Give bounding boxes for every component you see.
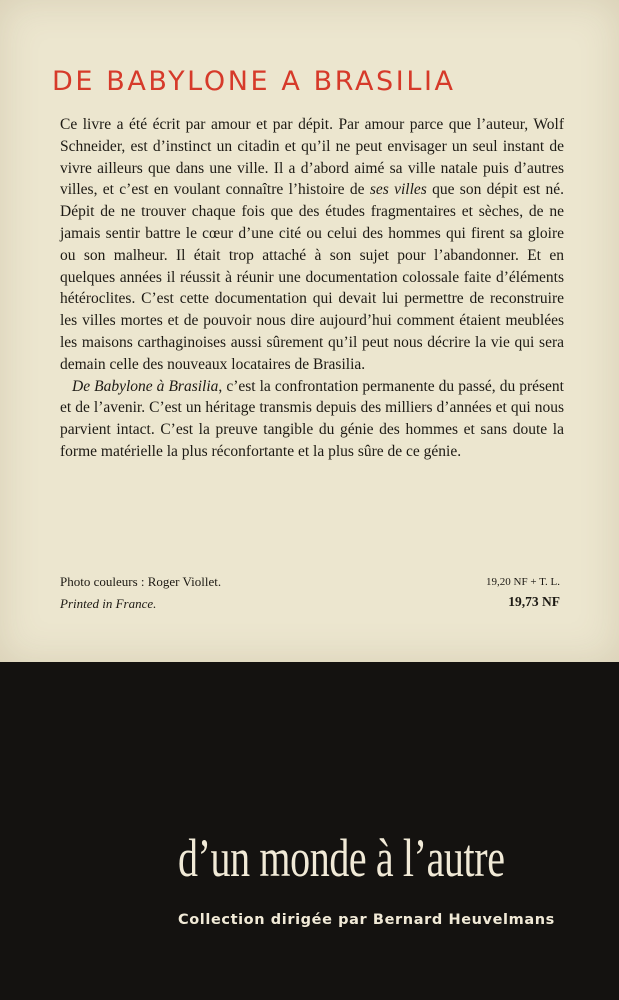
- price-total: 19,73 NF: [508, 594, 560, 609]
- blurb-paragraph-2: De Babylone à Brasilia, c’est la confrontation permanente du passé, du présent et de l’avenir. C’est un héritage transmis depuis des milliers d’années et qui nous parvient intact. C’est la preuve tangible du génie des hommes et sans doute la forme matérielle la plus réconfortante et la plus sûre de ce génie.: [60, 377, 564, 460]
- blurb-paragraph-1: Ce livre a été écrit par amour et par dépit. Par amour parce que l’auteur, Wolf Schneider, est d’instinct un citadin et qu’il ne peut envisager un seul instant de vivre ailleurs que dans une ville. Il a d’abord aimé sa ville natale puis d’autres villes, et c’est en voulant connaître l’histoire de ses villes que son dépit est né. Dépit de ne trouver chaque fois que des études fragmentaires et sèches, de ne jamais sentir battre le cœur d’une cité ou celui des hommes qui firent sa gloire ou son malheur. Il était trop attaché à son sujet pour l’abandonner. Et en quelques années il réussit à réunir une documentation colossale faite d’éléments hétéroclites. C’est cette documentation qui devait lui permettre de reconstruire les villes mortes et de pouvoir nous dire aujourd’hui comment étaient meublées les maisons carthaginoises aussi sûrement qu’il peut nous décrire la vie qui sera demain celle des nouveaux locataires de Brasilia.: [60, 116, 565, 373]
- collection-editor: Collection dirigée par Bernard Heuvelmans: [178, 912, 555, 928]
- book-title: DE BABYLONE A BRASILIA: [52, 66, 456, 97]
- series-name: d’un monde à l’autre: [178, 828, 505, 888]
- blurb-text: [60, 114, 564, 463]
- price-before-tax: 19,20 NF + T. L.: [486, 576, 560, 588]
- printed-in-note: Printed in France.: [60, 596, 157, 611]
- photo-credit: Photo couleurs : Roger Viollet.: [60, 574, 222, 589]
